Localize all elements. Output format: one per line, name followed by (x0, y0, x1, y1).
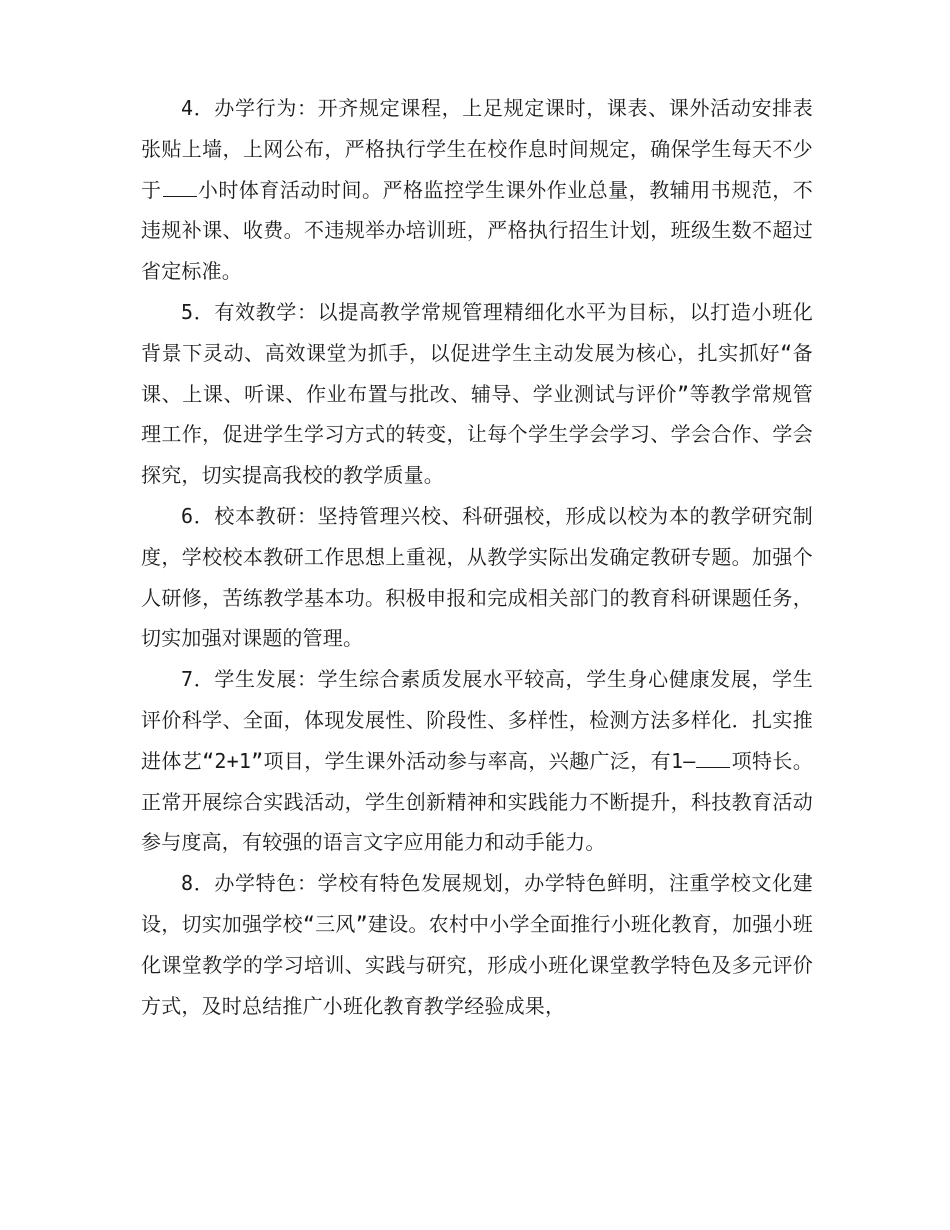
paragraph-school-features (141, 863, 813, 1026)
document-body (141, 88, 813, 1026)
paragraph-text: 4．办学行为：开齐规定课程，上足规定课时，课表、课外活动安排表张贴上墙，上网公布，严格执行学生在校作息时间规定，确保学生每天不少于 (141, 96, 813, 202)
paragraph-effective-teaching (141, 292, 813, 496)
paragraph-text: 6．校本教研：坚持管理兴校、科研强校，形成以校为本的教学研究制度，学校校本教研工作思想上重视，从教学实际出发确定教研专题。加强个人研修，苦练教学基本功。积极申报和完成相关部门的教育科研课题任务，切实加强对课题的管理。 (141, 503, 813, 651)
paragraph-text: 5．有效教学：以提高教学常规管理精细化水平为目标，以打造小班化背景下灵动、高效课堂为抓手，以促进学生主动发展为核心，扎实抓好“备课、上课、听课、作业布置与批改、辅导、学业测试与评价”等教学常规管理工作，促进学生学习方式的转变，让每个学生学会学习、学会合作、学会探究，切实提高我校的教学质量。 (141, 299, 813, 488)
paragraph-text: 小时体育活动时间。严格监控学生课外作业总量，教辅用书规范，不违规补课、收费。不违规举办培训班，严格执行招生计划，班级生数不超过省定标准。 (141, 177, 814, 284)
paragraph-school-research (141, 496, 813, 659)
paragraph-text: 项特长。正常开展综合实践活动，学生创新精神和实践能力不断提升，科技教育活动参与度高，有较强的语言文字应用能力和动手能力。 (141, 748, 813, 855)
fill-in-blank (696, 749, 730, 768)
paragraph-text: 7．学生发展：学生综合素质发展水平较高，学生身心健康发展，学生评价科学、全面，体现发展性、阶段性、多样性，检测方法多样化．扎实推进体艺“2+1”项目，学生课外活动参与率高，兴趣广泛，有1— (141, 667, 813, 773)
paragraph-school-conduct (141, 88, 813, 292)
fill-in-blank (163, 178, 197, 197)
paragraph-student-development (141, 659, 813, 863)
paragraph-text: 8．办学特色：学校有特色发展规划，办学特色鲜明，注重学校文化建设，切实加强学校“三风”建设。农村中小学全面推行小班化教育，加强小班化课堂教学的学习培训、实践与研究，形成小班化课堂教学特色及多元评价方式，及时总结推广小班化教育教学经验成果， (141, 871, 813, 1018)
